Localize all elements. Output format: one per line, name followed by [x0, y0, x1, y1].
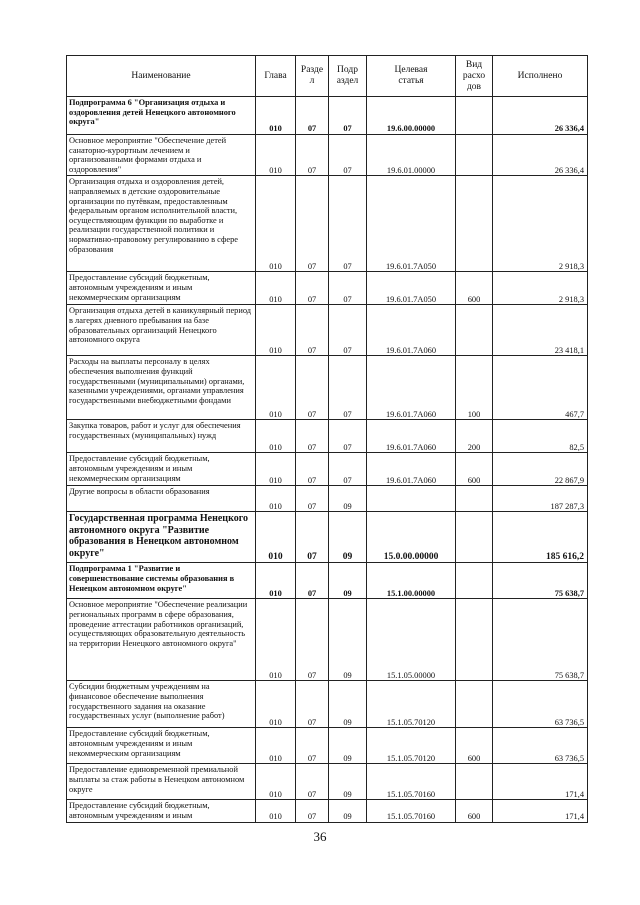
cell-podrazdel: 07 [329, 356, 367, 420]
cell-vid [456, 486, 493, 512]
cell-glava: 010 [256, 486, 296, 512]
cell-glava: 010 [256, 728, 296, 764]
cell-celevaya: 15.1.05.00000 [367, 599, 456, 681]
cell-vid [456, 176, 493, 272]
page-number: 36 [313, 829, 327, 844]
cell-podrazdel: 09 [329, 800, 367, 822]
cell-podrazdel: 09 [329, 563, 367, 599]
cell-name: Организация отдыха детей в каникулярный период в лагерях дневного пребывания на базе образовательных организаций Ненецкого автономного округа [67, 305, 256, 356]
cell-ispolneno: 171,4 [493, 764, 588, 800]
cell-podrazdel: 07 [329, 97, 367, 135]
cell-name: Подпрограмма 6 "Организация отдыха и оздоровления детей Ненецкого автономного округа" [67, 97, 256, 135]
cell-celevaya: 19.6.00.00000 [367, 97, 456, 135]
table-row [67, 420, 588, 453]
table-row [67, 512, 588, 563]
table-row [67, 305, 588, 356]
cell-ispolneno: 63 736,5 [493, 681, 588, 728]
cell-glava: 010 [256, 135, 296, 176]
cell-podrazdel: 07 [329, 272, 367, 305]
cell-razdel: 07 [296, 563, 329, 599]
cell-podrazdel: 07 [329, 453, 367, 486]
cell-name: Организация отдыха и оздоровления детей, направляемых в детские оздоровительные организации по путёвкам, предоставленным федеральным органом исполнительной власти, осуществляющим функции по выработке и реализации государственной политики и нормативно-правовому регулированию в сфере образования [67, 176, 256, 272]
table-row [67, 800, 588, 822]
budget-table-container [66, 55, 587, 823]
cell-razdel: 07 [296, 272, 329, 305]
cell-name: Предоставление субсидий бюджетным, автономным учреждениям и иным некоммерческим организациям [67, 272, 256, 305]
header-name: Наименование [67, 56, 256, 97]
header-celevaya: Целевая статья [367, 56, 456, 97]
cell-name: Предоставление субсидий бюджетным, автономным учреждениям и иным некоммерческим организациям [67, 728, 256, 764]
cell-name: Предоставление единовременной премиальной выплаты за стаж работы в Ненецком автономном округе [67, 764, 256, 800]
cell-ispolneno: 2 918,3 [493, 176, 588, 272]
cell-razdel: 07 [296, 453, 329, 486]
cell-vid [456, 599, 493, 681]
cell-razdel: 07 [296, 728, 329, 764]
cell-ispolneno: 185 616,2 [493, 512, 588, 563]
cell-vid [456, 512, 493, 563]
table-row [67, 272, 588, 305]
cell-podrazdel: 07 [329, 135, 367, 176]
table-row [67, 681, 588, 728]
cell-vid [456, 305, 493, 356]
cell-celevaya: 15.1.05.70120 [367, 728, 456, 764]
cell-razdel: 07 [296, 135, 329, 176]
cell-podrazdel: 09 [329, 486, 367, 512]
cell-ispolneno: 26 336,4 [493, 135, 588, 176]
cell-razdel: 07 [296, 305, 329, 356]
cell-vid: 600 [456, 453, 493, 486]
cell-name: Подпрограмма 1 "Развитие и совершенствование системы образования в Ненецком автономном округе" [67, 563, 256, 599]
cell-name: Другие вопросы в области образования [67, 486, 256, 512]
cell-celevaya: 19.6.01.00000 [367, 135, 456, 176]
budget-table [66, 55, 588, 823]
cell-razdel: 07 [296, 599, 329, 681]
cell-celevaya: 15.0.00.00000 [367, 512, 456, 563]
cell-vid [456, 563, 493, 599]
cell-razdel: 07 [296, 512, 329, 563]
cell-podrazdel: 09 [329, 512, 367, 563]
cell-glava: 010 [256, 563, 296, 599]
cell-celevaya: 19.6.01.7А060 [367, 420, 456, 453]
cell-glava: 010 [256, 512, 296, 563]
cell-name: Расходы на выплаты персоналу в целях обеспечения выполнения функций государственными (муниципальными) органами, казенными учреждениями, органами управления государственными внебюджетными фондами [67, 356, 256, 420]
cell-name: Государственная программа Ненецкого автономного округа "Развитие образования в Ненецком автономном округе" [67, 512, 256, 563]
cell-razdel: 07 [296, 681, 329, 728]
cell-vid [456, 135, 493, 176]
cell-glava: 010 [256, 420, 296, 453]
cell-celevaya: 19.6.01.7А050 [367, 272, 456, 305]
cell-glava: 010 [256, 453, 296, 486]
cell-glava: 010 [256, 764, 296, 800]
cell-glava: 010 [256, 97, 296, 135]
header-podrazdel: Подр аздел [329, 56, 367, 97]
table-row [67, 97, 588, 135]
cell-celevaya: 15.1.05.70160 [367, 764, 456, 800]
cell-vid: 600 [456, 272, 493, 305]
cell-razdel: 07 [296, 176, 329, 272]
cell-celevaya: 15.1.00.00000 [367, 563, 456, 599]
cell-name: Субсидии бюджетным учреждениям на финансовое обеспечение выполнения государственного задания на оказание государственных услуг (выполнение работ) [67, 681, 256, 728]
table-row [67, 599, 588, 681]
table-row [67, 135, 588, 176]
cell-podrazdel: 07 [329, 305, 367, 356]
cell-ispolneno: 187 287,3 [493, 486, 588, 512]
cell-vid: 600 [456, 800, 493, 822]
cell-podrazdel: 07 [329, 176, 367, 272]
cell-ispolneno: 2 918,3 [493, 272, 588, 305]
cell-ispolneno: 75 638,7 [493, 563, 588, 599]
header-glava: Глава [256, 56, 296, 97]
cell-vid: 200 [456, 420, 493, 453]
cell-glava: 010 [256, 176, 296, 272]
cell-razdel: 07 [296, 97, 329, 135]
cell-vid: 600 [456, 728, 493, 764]
cell-ispolneno: 171,4 [493, 800, 588, 822]
header-ispolneno: Исполнено [493, 56, 588, 97]
cell-razdel: 07 [296, 800, 329, 822]
cell-celevaya [367, 486, 456, 512]
table-header-row [67, 56, 588, 97]
cell-podrazdel: 09 [329, 681, 367, 728]
table-row [67, 356, 588, 420]
cell-celevaya: 19.6.01.7А060 [367, 305, 456, 356]
cell-glava: 010 [256, 305, 296, 356]
cell-ispolneno: 467,7 [493, 356, 588, 420]
cell-glava: 010 [256, 681, 296, 728]
header-razdel: Разде л [296, 56, 329, 97]
cell-vid [456, 681, 493, 728]
cell-name: Предоставление субсидий бюджетным, автономным учреждениям и иным некоммерческим организациям [67, 453, 256, 486]
cell-celevaya: 19.6.01.7А050 [367, 176, 456, 272]
cell-ispolneno: 82,5 [493, 420, 588, 453]
header-vid: Вид расхо дов [456, 56, 493, 97]
cell-razdel: 07 [296, 356, 329, 420]
cell-celevaya: 15.1.05.70160 [367, 800, 456, 822]
cell-name: Основное мероприятие "Обеспечение реализации региональных программ в сфере образования, проведение аттестации работников организаций, осуществляющих образовательную деятельность на территории Ненецкого автономного округа" [67, 599, 256, 681]
cell-ispolneno: 75 638,7 [493, 599, 588, 681]
cell-ispolneno: 26 336,4 [493, 97, 588, 135]
cell-podrazdel: 09 [329, 728, 367, 764]
cell-razdel: 07 [296, 486, 329, 512]
table-row [67, 453, 588, 486]
cell-vid [456, 764, 493, 800]
cell-razdel: 07 [296, 420, 329, 453]
cell-vid [456, 97, 493, 135]
table-row [67, 764, 588, 800]
cell-ispolneno: 63 736,5 [493, 728, 588, 764]
cell-razdel: 07 [296, 764, 329, 800]
table-row [67, 563, 588, 599]
table-row [67, 486, 588, 512]
cell-ispolneno: 23 418,1 [493, 305, 588, 356]
cell-name: Предоставление субсидий бюджетным, автономным учреждениям и иным [67, 800, 256, 822]
cell-name: Основное мероприятие "Обеспечение детей санаторно-курортным лечением и организованными формами отдыха и оздоровления" [67, 135, 256, 176]
cell-glava: 010 [256, 272, 296, 305]
cell-glava: 010 [256, 356, 296, 420]
table-row [67, 728, 588, 764]
cell-celevaya: 15.1.05.70120 [367, 681, 456, 728]
cell-glava: 010 [256, 599, 296, 681]
cell-podrazdel: 07 [329, 420, 367, 453]
cell-vid: 100 [456, 356, 493, 420]
cell-ispolneno: 22 867,9 [493, 453, 588, 486]
cell-podrazdel: 09 [329, 599, 367, 681]
cell-podrazdel: 09 [329, 764, 367, 800]
table-row [67, 176, 588, 272]
cell-name: Закупка товаров, работ и услуг для обеспечения государственных (муниципальных) нужд [67, 420, 256, 453]
cell-glava: 010 [256, 800, 296, 822]
cell-celevaya: 19.6.01.7А060 [367, 356, 456, 420]
cell-celevaya: 19.6.01.7А060 [367, 453, 456, 486]
